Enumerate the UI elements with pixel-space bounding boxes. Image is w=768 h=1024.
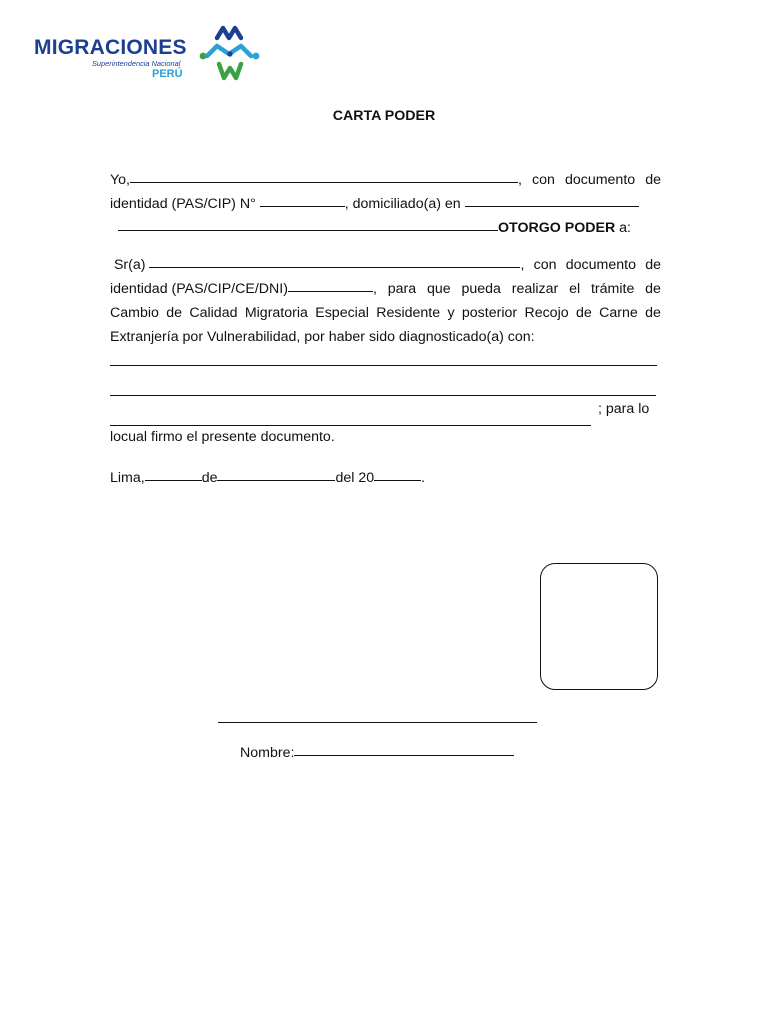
document-number-blank bbox=[260, 191, 345, 207]
name-blank bbox=[130, 167, 518, 183]
name-label: Nombre: bbox=[240, 745, 295, 761]
paragraph1-line3: OTORGO PODER a: bbox=[118, 216, 631, 240]
representative-document-blank bbox=[288, 276, 373, 292]
representative-name-blank bbox=[149, 252, 520, 268]
diagnosis-blank-line-1 bbox=[110, 365, 657, 366]
paragraph1-line1 bbox=[110, 168, 661, 192]
text-word: documento bbox=[564, 172, 636, 188]
signature-name-line bbox=[240, 741, 514, 765]
paragraph2-line1: Sr(a) , con documento de bbox=[110, 253, 661, 277]
address-blank bbox=[465, 191, 639, 207]
paragraph2-line5-end: ; para lo bbox=[598, 401, 650, 417]
otorgo-poder-text: OTORGO PODER bbox=[498, 220, 616, 236]
fingerprint-box bbox=[540, 563, 658, 690]
text-word: de bbox=[645, 257, 661, 273]
paragraph2-line2: identidad (PAS/CIP/CE/DNI) , para que pueda realizar el trámite de bbox=[110, 277, 661, 301]
logo-subtitle: Superintendencia Nacional bbox=[92, 59, 181, 68]
migraciones-logo bbox=[34, 24, 264, 86]
month-blank bbox=[217, 465, 335, 481]
date-line: Lima, de del 20 . bbox=[110, 466, 425, 490]
text-word: con bbox=[533, 257, 557, 273]
yo-label: Yo, , bbox=[110, 168, 522, 192]
text-word: con bbox=[532, 172, 555, 188]
document-title: CARTA PODER bbox=[332, 108, 436, 124]
signature-line bbox=[218, 722, 537, 723]
paragraph2-line4: Extranjería por Vulnerabilidad, por haber sido diagnosticado(a) con: bbox=[110, 329, 535, 345]
logo-country: PERÚ bbox=[152, 68, 183, 80]
text-word: de bbox=[645, 172, 661, 188]
paragraph2-line3: Cambio de Calidad Migratoria Especial Residente y posterior Recojo de Carne de bbox=[110, 305, 661, 321]
logo-wordmark: MIGRACIONES bbox=[34, 36, 187, 59]
diagnosis-blank-line-2 bbox=[110, 395, 656, 396]
city-label: Lima, bbox=[110, 470, 145, 486]
migraciones-mark-icon bbox=[199, 24, 261, 86]
year-blank bbox=[374, 465, 421, 481]
paragraph1-line2: identidad (PAS/CIP) N° , domiciliado(a) en bbox=[110, 192, 639, 216]
text-word: documento bbox=[565, 257, 636, 273]
address-continued-blank bbox=[118, 215, 498, 231]
paragraph2-line6: locual firmo el presente documento. bbox=[110, 429, 335, 445]
day-blank bbox=[145, 465, 202, 481]
signer-name-blank bbox=[294, 740, 514, 756]
